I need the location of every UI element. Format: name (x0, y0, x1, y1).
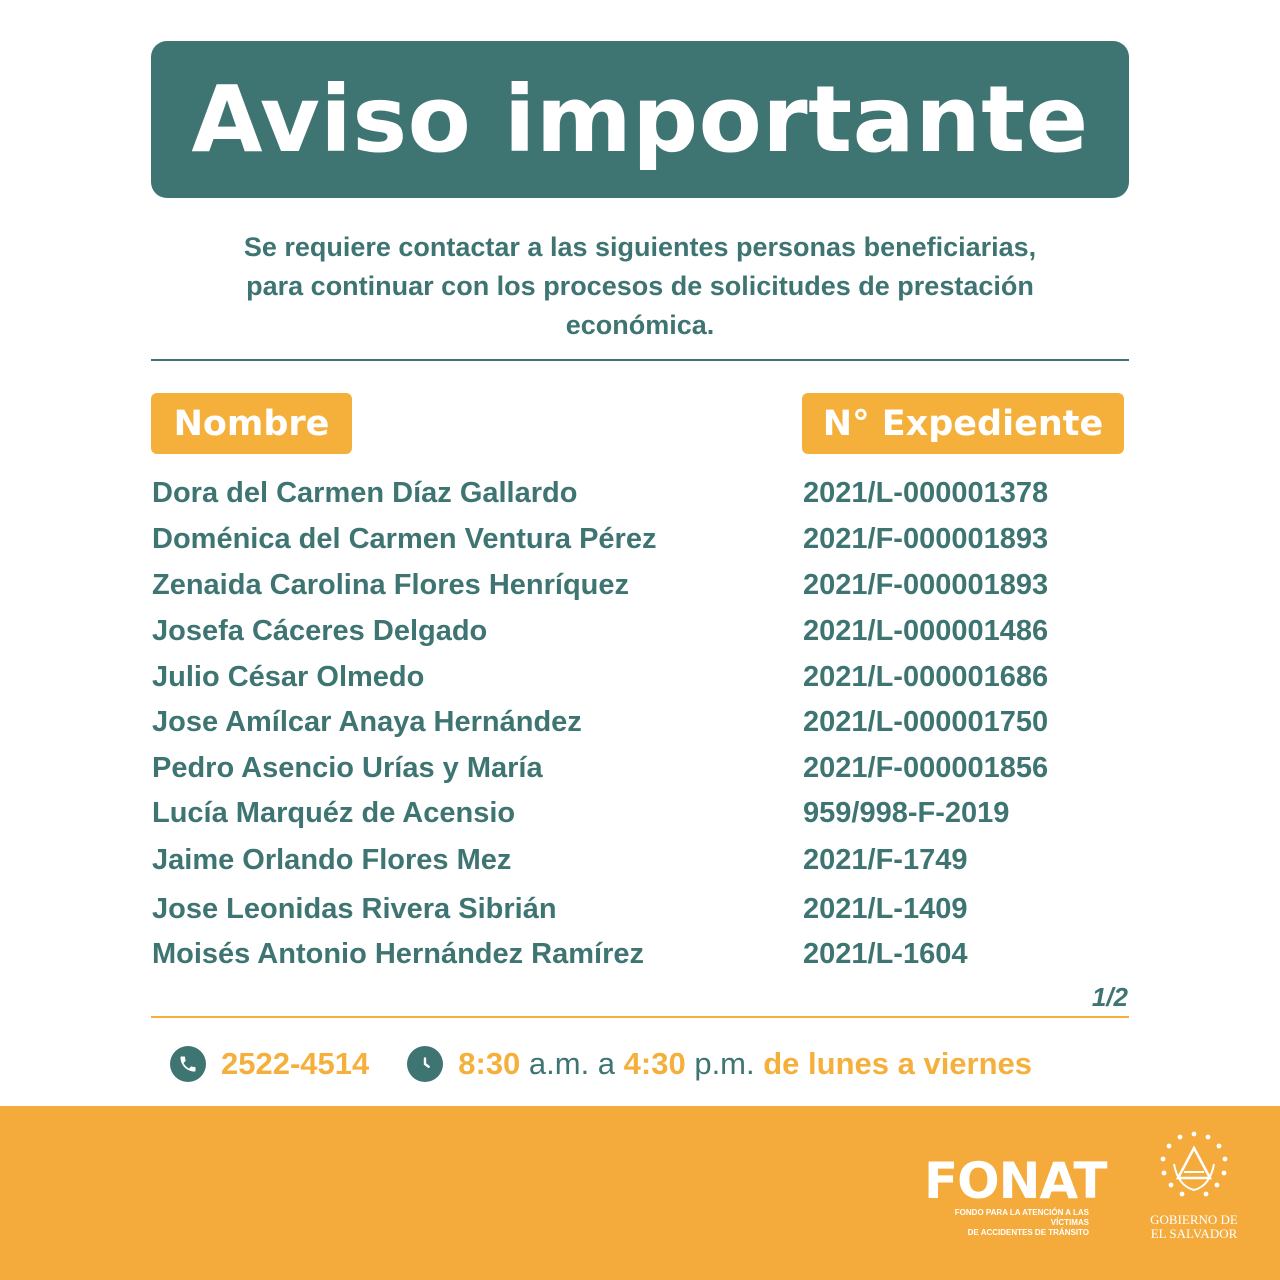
clock-icon (407, 1046, 443, 1082)
table-row (0, 840, 1280, 880)
beneficiary-name: Pedro Asencio Urías y María (152, 752, 543, 784)
pm-label: p.m. (685, 1046, 764, 1081)
beneficiary-name: Julio César Olmedo (152, 661, 425, 693)
phone-number: 2522-4514 (221, 1046, 370, 1081)
expediente-number: 2021/L-1604 (803, 938, 968, 970)
beneficiary-name: Josefa Cáceres Delgado (152, 615, 488, 647)
table-row (0, 793, 1280, 833)
government-label-line: EL SALVADOR (1150, 1226, 1238, 1241)
seal-icon (1152, 1128, 1236, 1204)
beneficiary-name: Lucía Marquéz de Acensio (152, 797, 516, 829)
fonat-subtitle (924, 1208, 1089, 1238)
expediente-number: 2021/F-000001893 (803, 569, 1049, 601)
government-label (1144, 1213, 1244, 1241)
table-row (0, 657, 1280, 697)
table-row (0, 748, 1280, 788)
phone-icon (170, 1046, 206, 1082)
expediente-number: 2021/L-000001378 (803, 477, 1049, 509)
am-label: a.m. a (520, 1046, 624, 1081)
expediente-number: 959/998-F-2019 (803, 797, 1010, 829)
table-row (0, 611, 1280, 651)
expediente-number: 2021/F-1749 (803, 844, 968, 876)
intro-line: económica. (565, 310, 715, 340)
beneficiary-name: Dora del Carmen Díaz Gallardo (152, 477, 578, 509)
table-row (0, 519, 1280, 559)
expediente-number: 2021/L-1409 (803, 893, 968, 925)
column-header-name: Nombre (151, 393, 352, 454)
intro-line: Se requiere contactar a las siguientes personas beneficiarias, (243, 232, 1037, 262)
expediente-number: 2021/L-000001686 (803, 661, 1049, 693)
table-row (0, 702, 1280, 742)
hours-end: 4:30 (623, 1046, 686, 1081)
hours-start: 8:30 (458, 1046, 521, 1081)
government-label-line: GOBIERNO DE (1150, 1212, 1238, 1227)
beneficiary-name: Doménica del Carmen Ventura Pérez (152, 523, 657, 555)
page-indicator: 1/2 (1091, 982, 1128, 1012)
column-header-expediente: N° Expediente (802, 393, 1124, 454)
beneficiary-name: Zenaida Carolina Flores Henríquez (152, 569, 629, 601)
expediente-number: 2021/L-000001486 (803, 615, 1049, 647)
beneficiary-name: Jose Leonidas Rivera Sibrián (152, 893, 557, 925)
table-row (0, 473, 1280, 513)
title-banner (151, 41, 1129, 198)
fonat-subtitle-line: FONDO PARA LA ATENCIÓN A LAS VÍCTIMAS (954, 1208, 1089, 1227)
beneficiary-name: Moisés Antonio Hernández Ramírez (152, 938, 645, 970)
government-seal (1144, 1128, 1244, 1241)
intro-text (151, 228, 1129, 345)
beneficiary-name: Jose Amílcar Anaya Hernández (152, 706, 582, 738)
table-row (0, 889, 1280, 929)
divider (151, 1016, 1129, 1018)
fonat-logo-text: FONAT (924, 1152, 1107, 1210)
expediente-number: 2021/L-000001750 (803, 706, 1049, 738)
intro-line: para continuar con los procesos de solicitudes de prestación (246, 271, 1034, 301)
contact-info (170, 1042, 1032, 1086)
fonat-logo (924, 1152, 1107, 1238)
table-row (0, 934, 1280, 974)
table-row (0, 565, 1280, 605)
days-label: de lunes a viernes (763, 1046, 1033, 1081)
divider (151, 359, 1129, 361)
expediente-number: 2021/F-000001856 (803, 752, 1049, 784)
page-title: Aviso importante (191, 66, 1089, 173)
fonat-subtitle-line: DE ACCIDENTES DE TRÁNSITO (967, 1228, 1089, 1237)
expediente-number: 2021/F-000001893 (803, 523, 1049, 555)
beneficiary-name: Jaime Orlando Flores Mez (152, 844, 512, 876)
